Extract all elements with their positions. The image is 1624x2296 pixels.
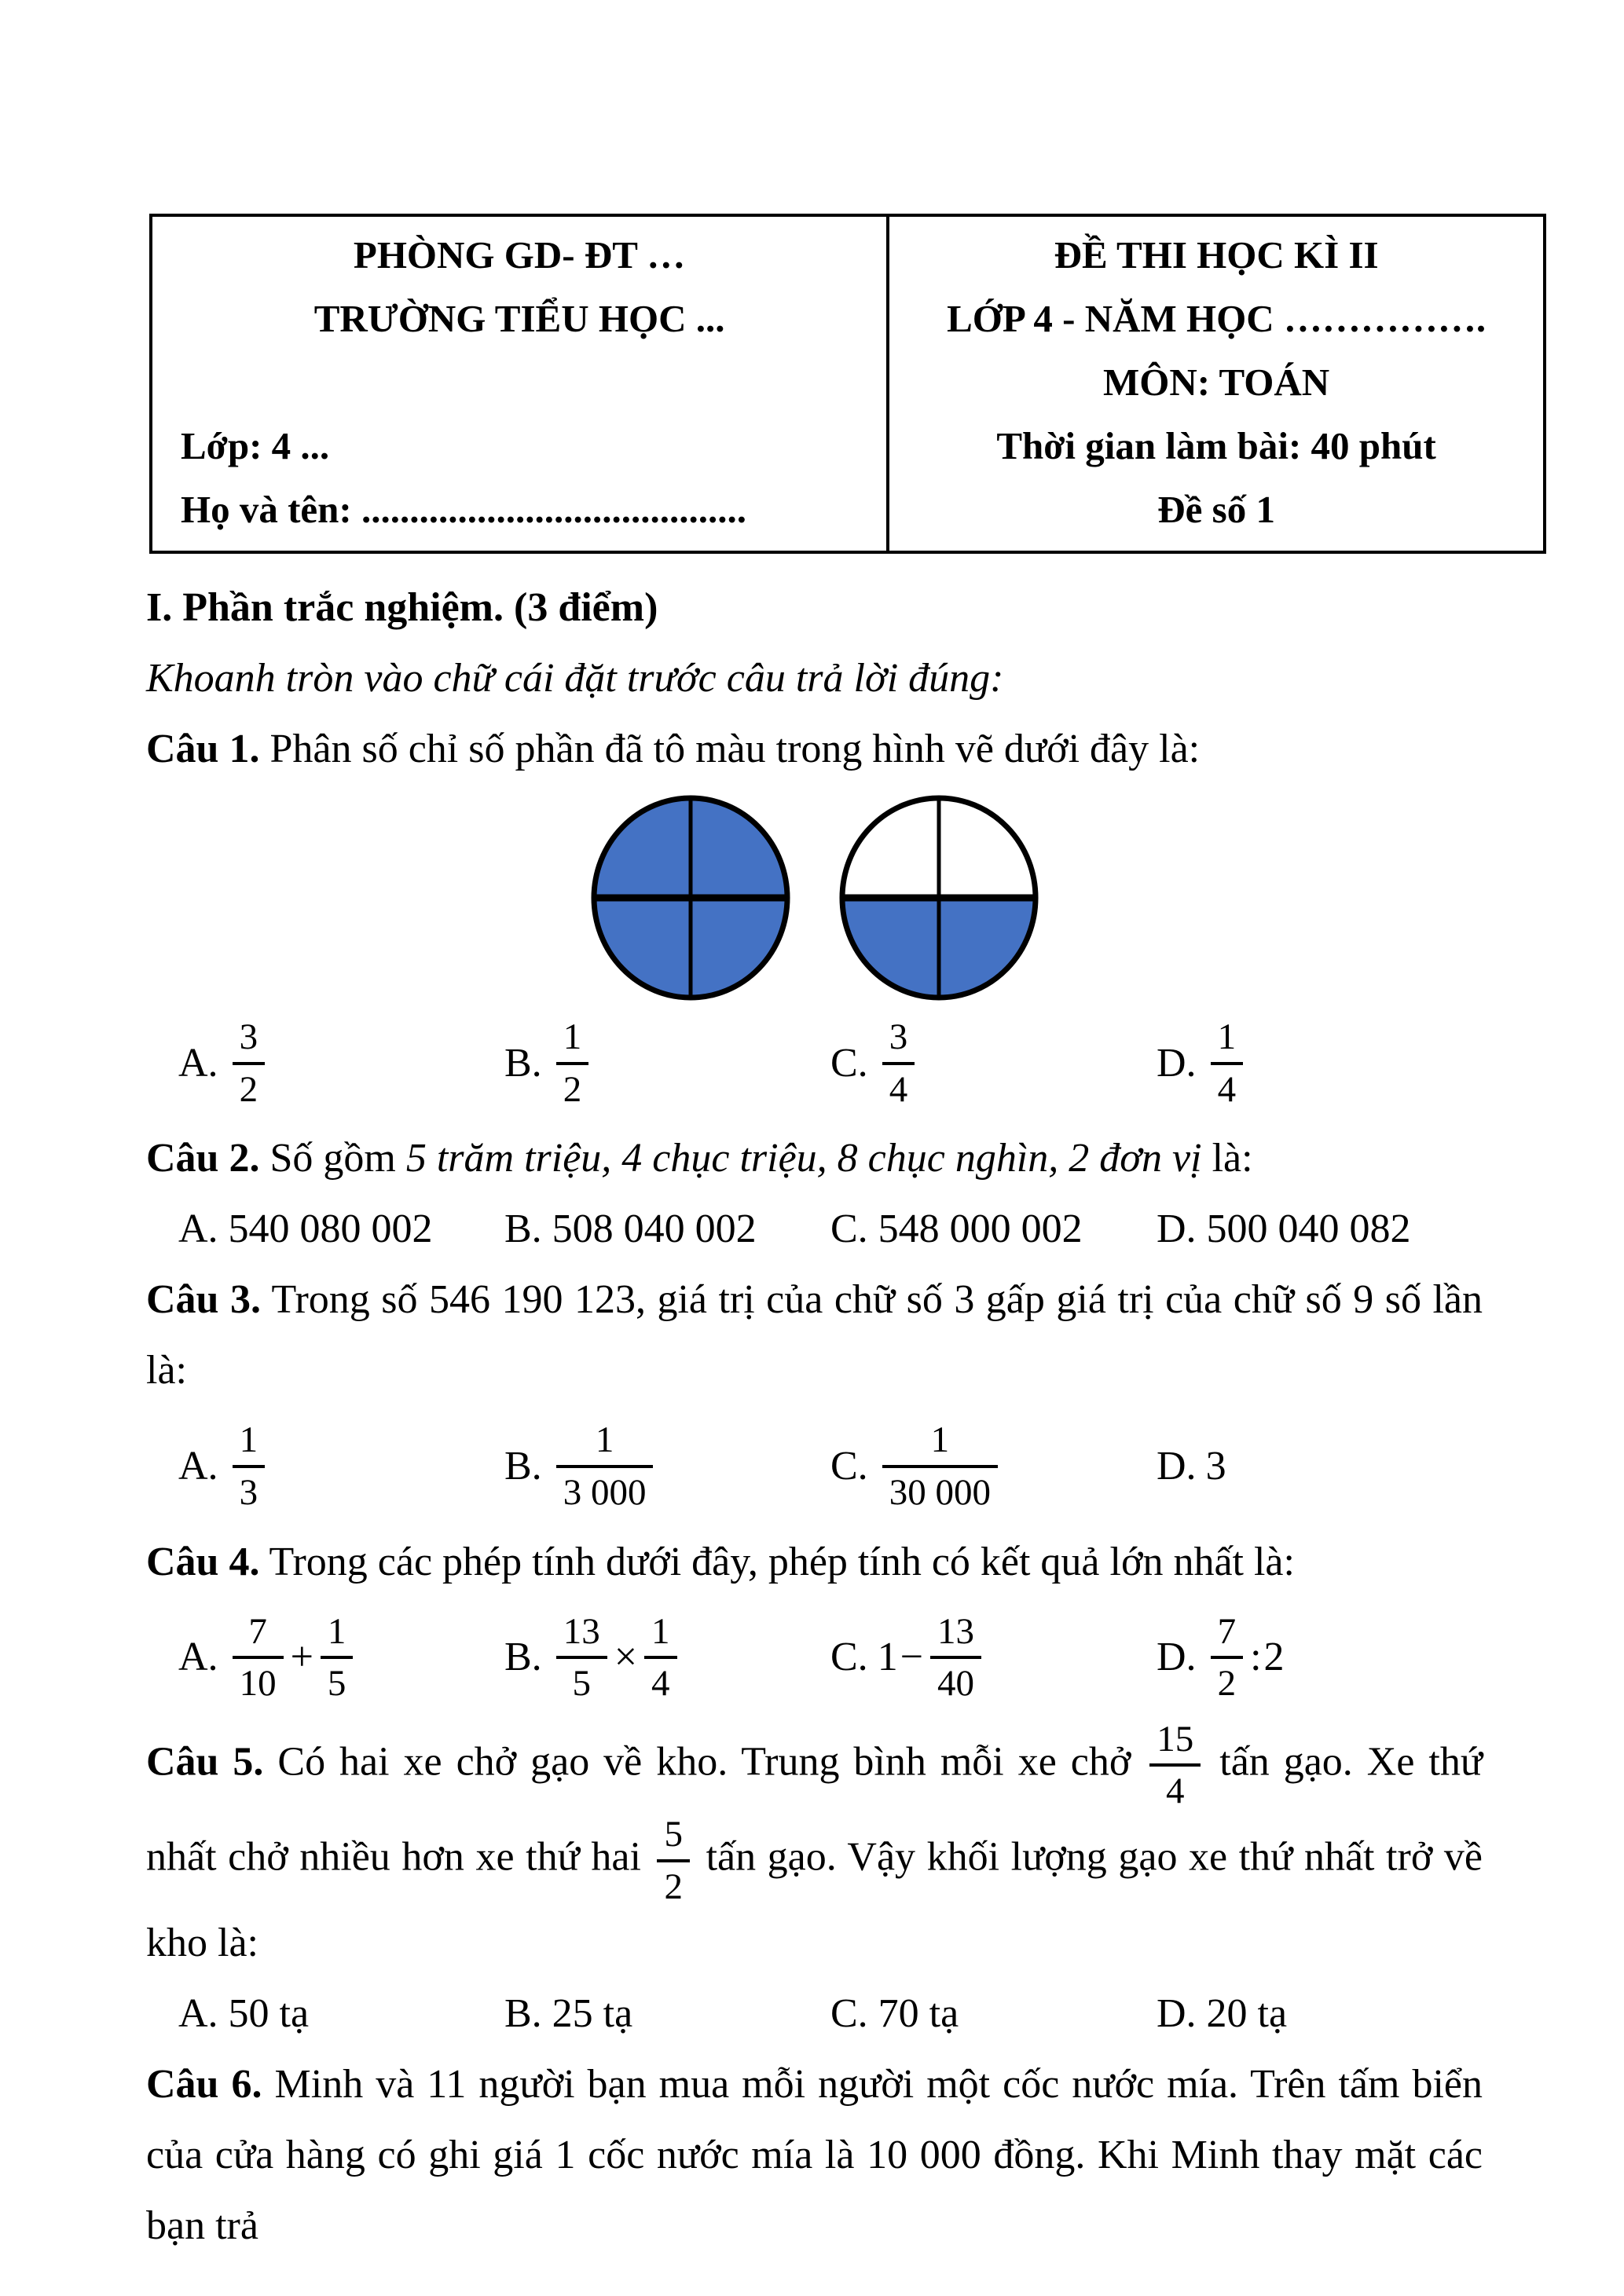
question-1-text: Phân số chỉ số phần đã tô màu trong hình vẽ dưới đây là: — [259, 727, 1201, 771]
q4-option-b-key: B. — [504, 1635, 542, 1680]
q4-option-b-fraction-2 — [644, 1610, 677, 1705]
fraction-denominator: 5 — [572, 1663, 591, 1705]
q2-option-d — [1157, 1194, 1483, 1265]
q4-option-d-fraction — [1211, 1610, 1244, 1705]
student-name-field: Họ và tên: ........................................ — [181, 488, 746, 531]
q1-option-c — [830, 1016, 1157, 1111]
q1-option-c-key: C. — [830, 1040, 868, 1086]
exam-title: ĐỀ THI HỌC KÌ II — [1054, 233, 1379, 276]
exam-number-line: Đề số 1 — [1157, 488, 1275, 531]
fraction-denominator: 3 — [239, 1471, 258, 1513]
fraction-denominator: 3 000 — [563, 1471, 647, 1513]
question-3-text: Trong số 546 190 123, giá trị của chữ số 3 gấp giá trị của chữ số 9 số lần là: — [146, 1277, 1483, 1393]
q4-option-c-whole-number: 1 — [877, 1635, 898, 1680]
section-1-instruction: Khoanh tròn vào chữ cái đặt trước câu trả lời đúng: — [146, 656, 1004, 701]
q1-option-c-fraction — [882, 1016, 915, 1111]
school-line: TRƯỜNG TIỂU HỌC ... — [313, 297, 725, 340]
q3-option-c — [830, 1419, 1157, 1514]
fraction-denominator: 4 — [889, 1068, 908, 1110]
question-4-text: Trong các phép tính dưới đây, phép tính có kết quả lớn nhất là: — [259, 1539, 1295, 1584]
question-5-text-1: Có hai xe chở gạo về kho. Trung bình mỗi xe chở — [263, 1739, 1146, 1785]
question-6-label: Câu 6. — [146, 2062, 262, 2107]
fraction-numerator: 1 — [882, 1419, 998, 1468]
q5-option-b-text: B. 25 tạ — [504, 1991, 633, 2037]
q4-option-d — [1157, 1610, 1483, 1705]
header-right-cell — [888, 215, 1545, 552]
fraction-numerator: 1 — [556, 1419, 654, 1468]
q3-option-d-key: D. — [1157, 1443, 1197, 1489]
question-2-options — [146, 1194, 1483, 1265]
q4-option-b — [504, 1610, 830, 1705]
fraction-denominator: 40 — [937, 1663, 975, 1705]
q5-option-d — [1157, 1979, 1483, 2049]
fraction-numerator: 1 — [556, 1016, 589, 1065]
q3-option-a-fraction — [233, 1419, 266, 1514]
question-1-options — [146, 1016, 1483, 1111]
q5-inline-fraction-1 — [1149, 1718, 1201, 1813]
multiply-operator: × — [614, 1635, 638, 1680]
fraction-numerator: 3 — [882, 1016, 915, 1065]
q3-option-d — [1157, 1419, 1483, 1514]
fraction-numerator: 7 — [1211, 1610, 1244, 1660]
q1-option-b-key: B. — [504, 1040, 542, 1086]
question-4-label: Câu 4. — [146, 1539, 260, 1584]
q1-option-d-fraction — [1211, 1016, 1244, 1111]
question-6-text: Minh và 11 người bạn mua mỗi người một cốc nước mía. Trên tấm biển của cửa hàng có ghi giá 1 cốc nước mía là 10 000 đồng. Khi Minh thay mặt các bạn trả — [146, 2062, 1483, 2249]
question-4-options — [146, 1610, 1483, 1705]
department-line: PHÒNG GD- ĐT … — [353, 233, 686, 276]
section-1-title: I. Phần trắc nghiệm. (3 điểm) — [146, 585, 658, 630]
fraction-denominator: 2 — [239, 1068, 258, 1110]
grade-year-line: LỚP 4 - NĂM HỌC ……………. — [947, 297, 1487, 340]
question-5-text-2: tấn gạo. Xe thứ nhất chở nhiều hơn xe thứ hai — [146, 1739, 1483, 1880]
q4-option-c-key: C. — [830, 1635, 868, 1680]
q1-option-b — [504, 1016, 830, 1111]
plus-operator: + — [290, 1635, 313, 1680]
q3-option-a — [178, 1419, 504, 1514]
fraction-denominator: 5 — [327, 1663, 346, 1705]
fraction-denominator: 30 000 — [889, 1471, 991, 1513]
q4-option-d-divisor: 2 — [1263, 1635, 1285, 1680]
q5-option-a-text: A. 50 tạ — [178, 1991, 310, 2037]
q1-option-d — [1157, 1016, 1483, 1111]
q3-option-a-key: A. — [178, 1443, 218, 1489]
fraction-numerator: 15 — [1149, 1718, 1201, 1767]
question-3-options — [146, 1419, 1483, 1514]
divide-operator: : — [1250, 1635, 1262, 1680]
q4-option-c — [830, 1610, 1157, 1705]
question-2-text-pre: Số gồm — [259, 1136, 406, 1181]
question-2-text-post: là: — [1201, 1136, 1253, 1181]
q3-option-c-fraction — [882, 1419, 998, 1514]
q3-option-b-fraction — [556, 1419, 654, 1514]
class-field: Lớp: 4 ... — [181, 424, 330, 467]
q3-option-d-value: 3 — [1205, 1443, 1226, 1489]
fraction-denominator: 4 — [1217, 1068, 1237, 1110]
exam-body — [0, 573, 1624, 2261]
q5-option-c-text: C. 70 tạ — [830, 1991, 959, 2037]
q2-option-c — [830, 1194, 1157, 1265]
q2-option-c-text: C. 548 000 002 — [830, 1207, 1083, 1252]
fraction-circle-fully-shaded — [588, 793, 793, 1003]
question-4 — [146, 1527, 1483, 1598]
q5-option-c — [830, 1979, 1157, 2049]
q2-option-d-text: D. 500 040 082 — [1157, 1207, 1411, 1252]
minus-operator: − — [900, 1635, 924, 1680]
fraction-numerator: 1 — [644, 1610, 677, 1660]
question-2-label: Câu 2. — [146, 1136, 260, 1181]
question-3-label: Câu 3. — [146, 1277, 261, 1323]
question-1 — [146, 714, 1483, 785]
q2-option-b-text: B. 508 040 002 — [504, 1207, 757, 1252]
q5-option-a — [178, 1979, 504, 2049]
question-2 — [146, 1123, 1483, 1194]
q4-option-d-key: D. — [1157, 1635, 1197, 1680]
exam-header-table — [149, 214, 1546, 554]
q4-option-a-fraction-1 — [233, 1610, 284, 1705]
question-5-text-3: tấn gạo. Vậy khối lượng gạo xe thứ nhất trở về kho là: — [146, 1834, 1483, 1966]
q2-option-a-text: A. 540 080 002 — [178, 1207, 433, 1252]
fraction-numerator: 7 — [233, 1610, 284, 1660]
question-3 — [146, 1265, 1483, 1406]
q1-option-b-fraction — [556, 1016, 589, 1111]
q4-option-b-fraction-1 — [556, 1610, 607, 1705]
q2-option-a — [178, 1194, 504, 1265]
q2-option-b — [504, 1194, 830, 1265]
question-6 — [146, 2049, 1483, 2261]
fraction-numerator: 13 — [556, 1610, 607, 1660]
fraction-circle-half-shaded — [837, 793, 1041, 1003]
fraction-numerator: 5 — [657, 1813, 690, 1862]
question-1-label: Câu 1. — [146, 727, 260, 771]
question-5 — [146, 1718, 1483, 1979]
q1-option-d-key: D. — [1157, 1040, 1197, 1086]
header-left-cell — [151, 215, 888, 552]
fraction-numerator: 3 — [233, 1016, 266, 1065]
fraction-denominator: 2 — [1217, 1663, 1237, 1705]
q5-inline-fraction-2 — [657, 1813, 690, 1908]
subject-line: MÔN: TOÁN — [1103, 361, 1330, 404]
fraction-denominator: 2 — [664, 1866, 683, 1907]
question-1-figure — [146, 793, 1483, 1003]
q4-option-a-fraction-2 — [321, 1610, 354, 1705]
question-2-text-italic: 5 trăm triệu, 4 chục triệu, 8 chục nghìn, 2 đơn vị — [405, 1136, 1202, 1181]
fraction-numerator: 1 — [233, 1419, 266, 1468]
fraction-numerator: 1 — [321, 1610, 354, 1660]
q5-option-b — [504, 1979, 830, 2049]
q1-option-a — [178, 1016, 504, 1111]
q1-option-a-fraction — [233, 1016, 266, 1111]
q1-option-a-key: A. — [178, 1040, 218, 1086]
duration-line: Thời gian làm bài: 40 phút — [996, 424, 1436, 467]
blank-line — [152, 350, 886, 414]
q3-option-c-key: C. — [830, 1443, 868, 1489]
fraction-denominator: 4 — [651, 1663, 670, 1705]
q4-option-a-key: A. — [178, 1635, 218, 1680]
q4-option-c-fraction — [930, 1610, 981, 1705]
q4-option-a — [178, 1610, 504, 1705]
fraction-numerator: 1 — [1211, 1016, 1244, 1065]
fraction-denominator: 2 — [563, 1068, 582, 1110]
header-row — [151, 215, 1545, 552]
fraction-numerator: 13 — [930, 1610, 981, 1660]
q3-option-b — [504, 1419, 830, 1514]
fraction-denominator: 4 — [1166, 1771, 1185, 1812]
fraction-denominator: 10 — [239, 1663, 277, 1705]
question-5-label: Câu 5. — [146, 1739, 264, 1785]
q3-option-b-key: B. — [504, 1443, 542, 1489]
question-5-options — [146, 1979, 1483, 2049]
q5-option-d-text: D. 20 tạ — [1157, 1991, 1288, 2037]
